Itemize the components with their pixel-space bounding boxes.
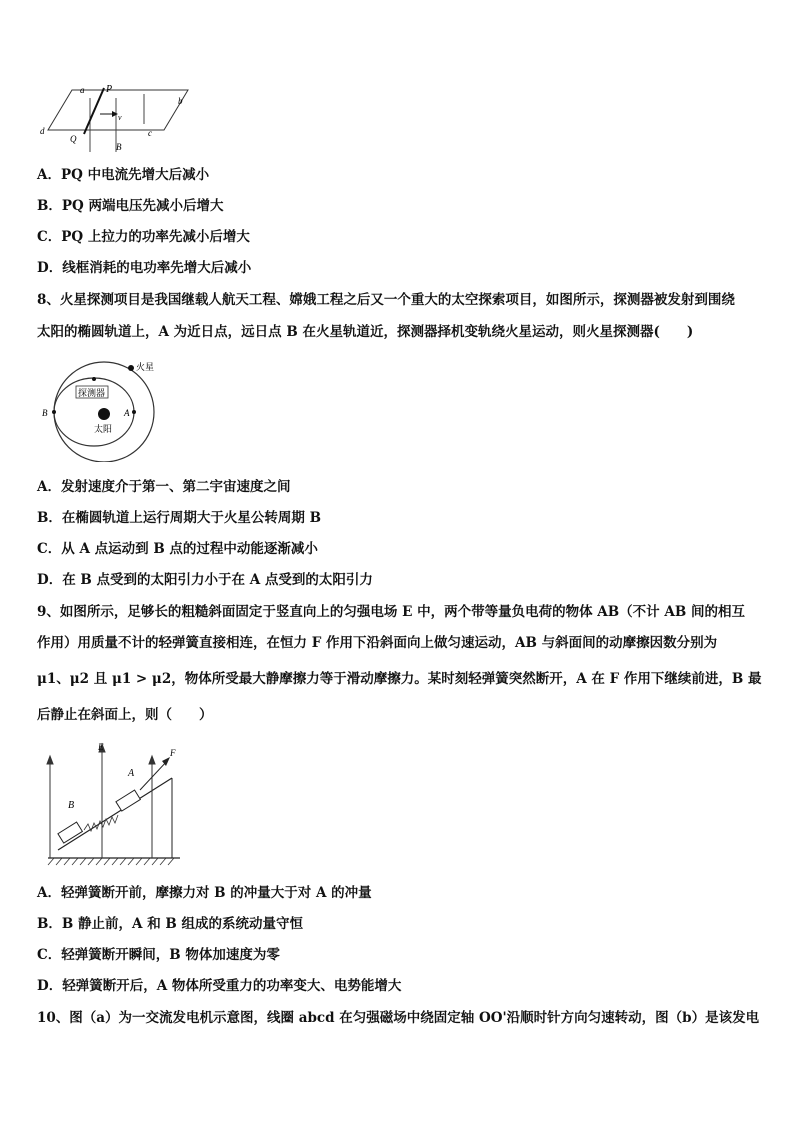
q8-stem-line-2: 太阳的椭圆轨道上，A 为近日点，远日点 B 在火星轨道近，探测器择机变轨绕火星运动，则火星探测器( ) xyxy=(37,324,694,340)
q7-option-d: D．线框消耗的电功率先增大后减小 xyxy=(37,260,252,276)
q9-label-E: E xyxy=(98,742,104,752)
q8-label-sun: 太阳 xyxy=(94,424,113,434)
q7-label-v: v xyxy=(118,113,122,122)
q8-stem-line-1: 8、火星探测项目是我国继载人航天工程、嫦娥工程之后又一个重大的太空探索项目，如图所示，探测器被发射到围绕 xyxy=(37,292,735,308)
q8-label-mars: 火星 xyxy=(136,362,155,372)
q8-option-d: D．在 B 点受到的太阳引力小于在 A 点受到的太阳引力 xyxy=(37,572,373,588)
q9-incline-figure xyxy=(40,738,190,868)
q7-label-b: b xyxy=(178,96,183,106)
q9-label-B: B xyxy=(68,800,75,811)
q8-option-b: B．在椭圆轨道上运行周期大于火星公转周期 B xyxy=(37,510,322,526)
q9-stem-line-2: 作用）用质量不计的轻弹簧直接相连，在恒力 F 作用下沿斜面向上做匀速运动，AB 与斜面间的动摩擦因数分别为 xyxy=(37,635,718,651)
q8-label-A: A xyxy=(124,408,130,418)
q9-label-F: F xyxy=(170,748,176,758)
q8-label-probe: 探测器 xyxy=(78,388,106,398)
q7-option-c: C．PQ 上拉力的功率先减小后增大 xyxy=(37,229,250,245)
q7-option-b: B．PQ 两端电压先减小后增大 xyxy=(37,198,224,214)
q9-option-c: C．轻弹簧断开瞬间，B 物体加速度为零 xyxy=(37,947,280,963)
q8-label-B: B xyxy=(42,408,48,418)
q10-stem-line-1: 10、图（a）为一交流发电机示意图，线圈 abcd 在匀强磁场中绕固定轴 OO'沿顺时针方向匀速转动，图（b）是该发电 xyxy=(37,1010,760,1026)
q9-option-b: B．B 静止前，A 和 B 组成的系统动量守恒 xyxy=(37,916,304,932)
q8-option-a: A．发射速度介于第一、第二宇宙速度之间 xyxy=(37,479,291,495)
q7-figure xyxy=(40,84,200,156)
q8-option-c: C．从 A 点运动到 B 点的过程中动能逐渐减小 xyxy=(37,541,318,557)
q7-label-Q: Q xyxy=(70,134,77,144)
q9-option-a: A．轻弹簧断开前，摩擦力对 B 的冲量大于对 A 的冲量 xyxy=(37,885,372,901)
q9-option-d: D．轻弹簧断开后，A 物体所受重力的功率变大、电势能增大 xyxy=(37,978,402,994)
q9-stem-line-4: 后静止在斜面上，则（ ） xyxy=(37,707,213,723)
q7-label-a: a xyxy=(80,85,85,95)
q7-label-P: P xyxy=(106,84,113,95)
q9-label-A: A xyxy=(128,768,135,779)
q9-stem-line-3: μ1、μ2 且 μ1 > μ2，物体所受最大静摩擦力等于滑动摩擦力。某时刻轻弹簧突然断开，A 在 F 作用下继续前进，B 最 xyxy=(37,671,762,687)
q8-orbit-figure xyxy=(38,358,166,462)
q7-option-a: A．PQ 中电流先增大后减小 xyxy=(37,167,210,183)
q7-label-d: d xyxy=(40,126,45,136)
q7-label-B: B xyxy=(116,142,122,152)
q7-label-c: c xyxy=(148,128,152,138)
q9-stem-line-1: 9、如图所示，足够长的粗糙斜面固定于竖直向上的匀强电场 E 中，两个带等量负电荷的物体 AB（不计 AB 间的相互 xyxy=(37,604,745,620)
